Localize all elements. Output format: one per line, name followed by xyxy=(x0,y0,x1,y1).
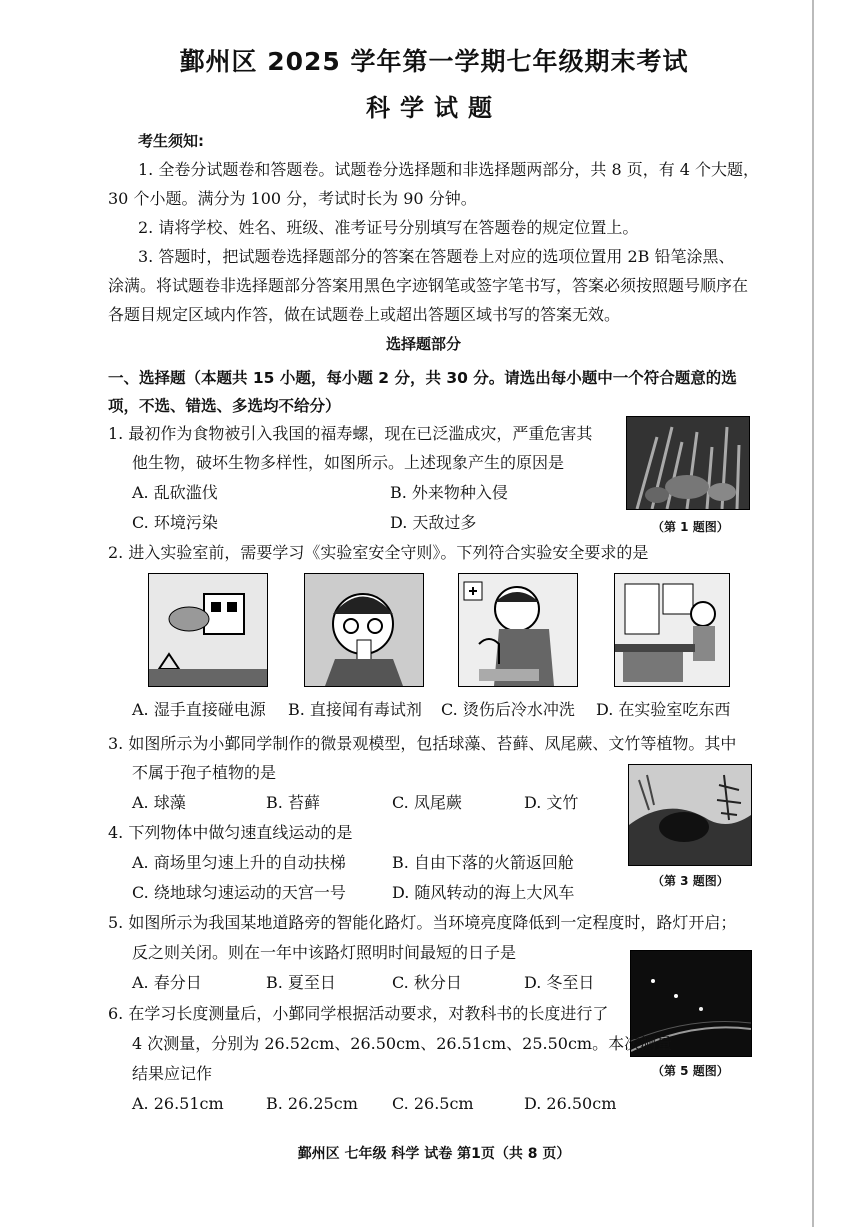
section-intro-cont: 项，不选、错选、多选均不给分） xyxy=(108,397,341,415)
notice-heading: 考生须知: xyxy=(138,132,204,150)
section-intro: 一、选择题（本题共 15 小题，每小题 2 分，共 30 分。请选出每小题中一个符合题意的选 xyxy=(108,369,737,387)
q5-option-a: A. 春分日 xyxy=(132,973,202,992)
q5-figure-caption: （第 5 题图） xyxy=(652,1064,729,1078)
q1-stem-cont: 他生物，破坏生物多样性，如图所示。上述现象产生的原因是 xyxy=(132,453,565,472)
q6-stem-cont: 4 次测量，分别为 26.52cm、26.50cm、26.51cm、25.50cm。本次测量 xyxy=(132,1034,673,1053)
q5-option-b: B. 夏至日 xyxy=(266,973,336,992)
q6-stem: 6. 在学习长度测量后，小鄞同学根据活动要求，对教科书的长度进行了 xyxy=(108,1004,609,1023)
q6-option-b: B. 26.25cm xyxy=(266,1094,358,1113)
notice-item-1-cont: 30 个小题。满分为 100 分，考试时长为 90 分钟。 xyxy=(108,189,477,208)
q1-figure-caption: （第 1 题图） xyxy=(652,520,729,534)
q4-stem: 4. 下列物体中做匀速直线运动的是 xyxy=(108,823,353,842)
wet-hand-socket-icon xyxy=(149,574,267,686)
q5-stem-cont: 反之则关闭。则在一年中该路灯照明时间最短的日子是 xyxy=(132,943,517,962)
page-footer: 鄞州区 七年级 科学 试卷 第1页（共 8 页） xyxy=(297,1146,571,1162)
exam-subtitle: 科学试题 xyxy=(366,94,502,122)
q2-option-c: C. 烫伤后冷水冲洗 xyxy=(441,700,575,719)
q2-option-b: B. 直接闻有毒试剂 xyxy=(288,700,422,719)
section-title: 选择题部分 xyxy=(386,335,462,353)
q2-figure-d xyxy=(614,573,730,687)
smelling-reagent-icon xyxy=(305,574,423,686)
q3-stem: 3. 如图所示为小鄞同学制作的微景观模型，包括球藻、苔藓、凤尾蕨、文竹等植物。其中 xyxy=(108,734,737,753)
q1-option-d: D. 天敌过多 xyxy=(390,513,477,532)
q4-option-c: C. 绕地球匀速运动的天宫一号 xyxy=(132,883,346,902)
eating-in-lab-icon xyxy=(615,574,729,686)
exam-title: 鄞州区 2025 学年第一学期七年级期末考试 xyxy=(179,47,689,76)
q4-option-a: A. 商场里匀速上升的自动扶梯 xyxy=(132,853,346,872)
notice-item-2: 2. 请将学校、姓名、班级、准考证号分别填写在答题卷的规定位置上。 xyxy=(138,218,639,237)
q1-option-c: C. 环境污染 xyxy=(132,513,218,532)
q3-option-c: C. 凤尾蕨 xyxy=(392,793,462,812)
q4-option-d: D. 随风转动的海上大风车 xyxy=(392,883,575,902)
q3-option-d: D. 文竹 xyxy=(524,793,579,812)
q5-option-c: C. 秋分日 xyxy=(392,973,462,992)
notice-item-3-cont2: 各题目规定区域内作答，做在试题卷上或超出答题区域书写的答案无效。 xyxy=(108,305,621,324)
q1-stem: 1. 最初作为食物被引入我国的福寿螺，现在已泛滥成灾，严重危害其 xyxy=(108,424,593,443)
q6-option-a: A. 26.51cm xyxy=(132,1094,224,1113)
q2-stem: 2. 进入实验室前，需要学习《实验室安全守则》。下列符合实验安全要求的是 xyxy=(108,543,649,562)
terrarium-photo-icon xyxy=(629,765,751,865)
q6-option-c: C. 26.5cm xyxy=(392,1094,474,1113)
q4-option-b: B. 自由下落的火箭返回舱 xyxy=(392,853,574,872)
q1-figure-snail-photo xyxy=(626,416,750,510)
q3-option-a: A. 球藻 xyxy=(132,793,186,812)
cold-water-rinse-icon xyxy=(459,574,577,686)
q1-option-a: A. 乱砍滥伐 xyxy=(132,483,218,502)
notice-item-3-cont1: 涂满。将试题卷非选择题部分答案用黑色字迹钢笔或签字笔书写，答案必须按照题号顺序在 xyxy=(108,276,749,295)
q6-option-d: D. 26.50cm xyxy=(524,1094,617,1113)
q2-figure-b xyxy=(304,573,424,687)
q2-figure-a xyxy=(148,573,268,687)
q5-stem: 5. 如图所示为我国某地道路旁的智能化路灯。当环境亮度降低到一定程度时，路灯开启； xyxy=(108,913,737,932)
q3-stem-cont: 不属于孢子植物的是 xyxy=(132,763,277,782)
q2-option-d: D. 在实验室吃东西 xyxy=(596,700,731,719)
scan-edge xyxy=(812,0,814,1227)
q6-stem-cont2: 结果应记作 xyxy=(132,1064,213,1083)
notice-item-3: 3. 答题时，把试题卷选择题部分的答案在答题卷上对应的选项位置用 2B 铅笔涂黑、 xyxy=(138,247,735,266)
q2-figure-c xyxy=(458,573,578,687)
q5-option-d: D. 冬至日 xyxy=(524,973,595,992)
q2-option-a: A. 湿手直接碰电源 xyxy=(132,700,266,719)
q3-option-b: B. 苔藓 xyxy=(266,793,320,812)
snail-photo-icon xyxy=(627,417,749,509)
notice-item-1: 1. 全卷分试题卷和答题卷。试题卷分选择题和非选择题两部分，共 8 页，有 4 个大题， xyxy=(138,160,760,179)
q3-figure-caption: （第 3 题图） xyxy=(652,874,729,888)
q1-option-b: B. 外来物种入侵 xyxy=(390,483,508,502)
q3-figure-terrarium-photo xyxy=(628,764,752,866)
